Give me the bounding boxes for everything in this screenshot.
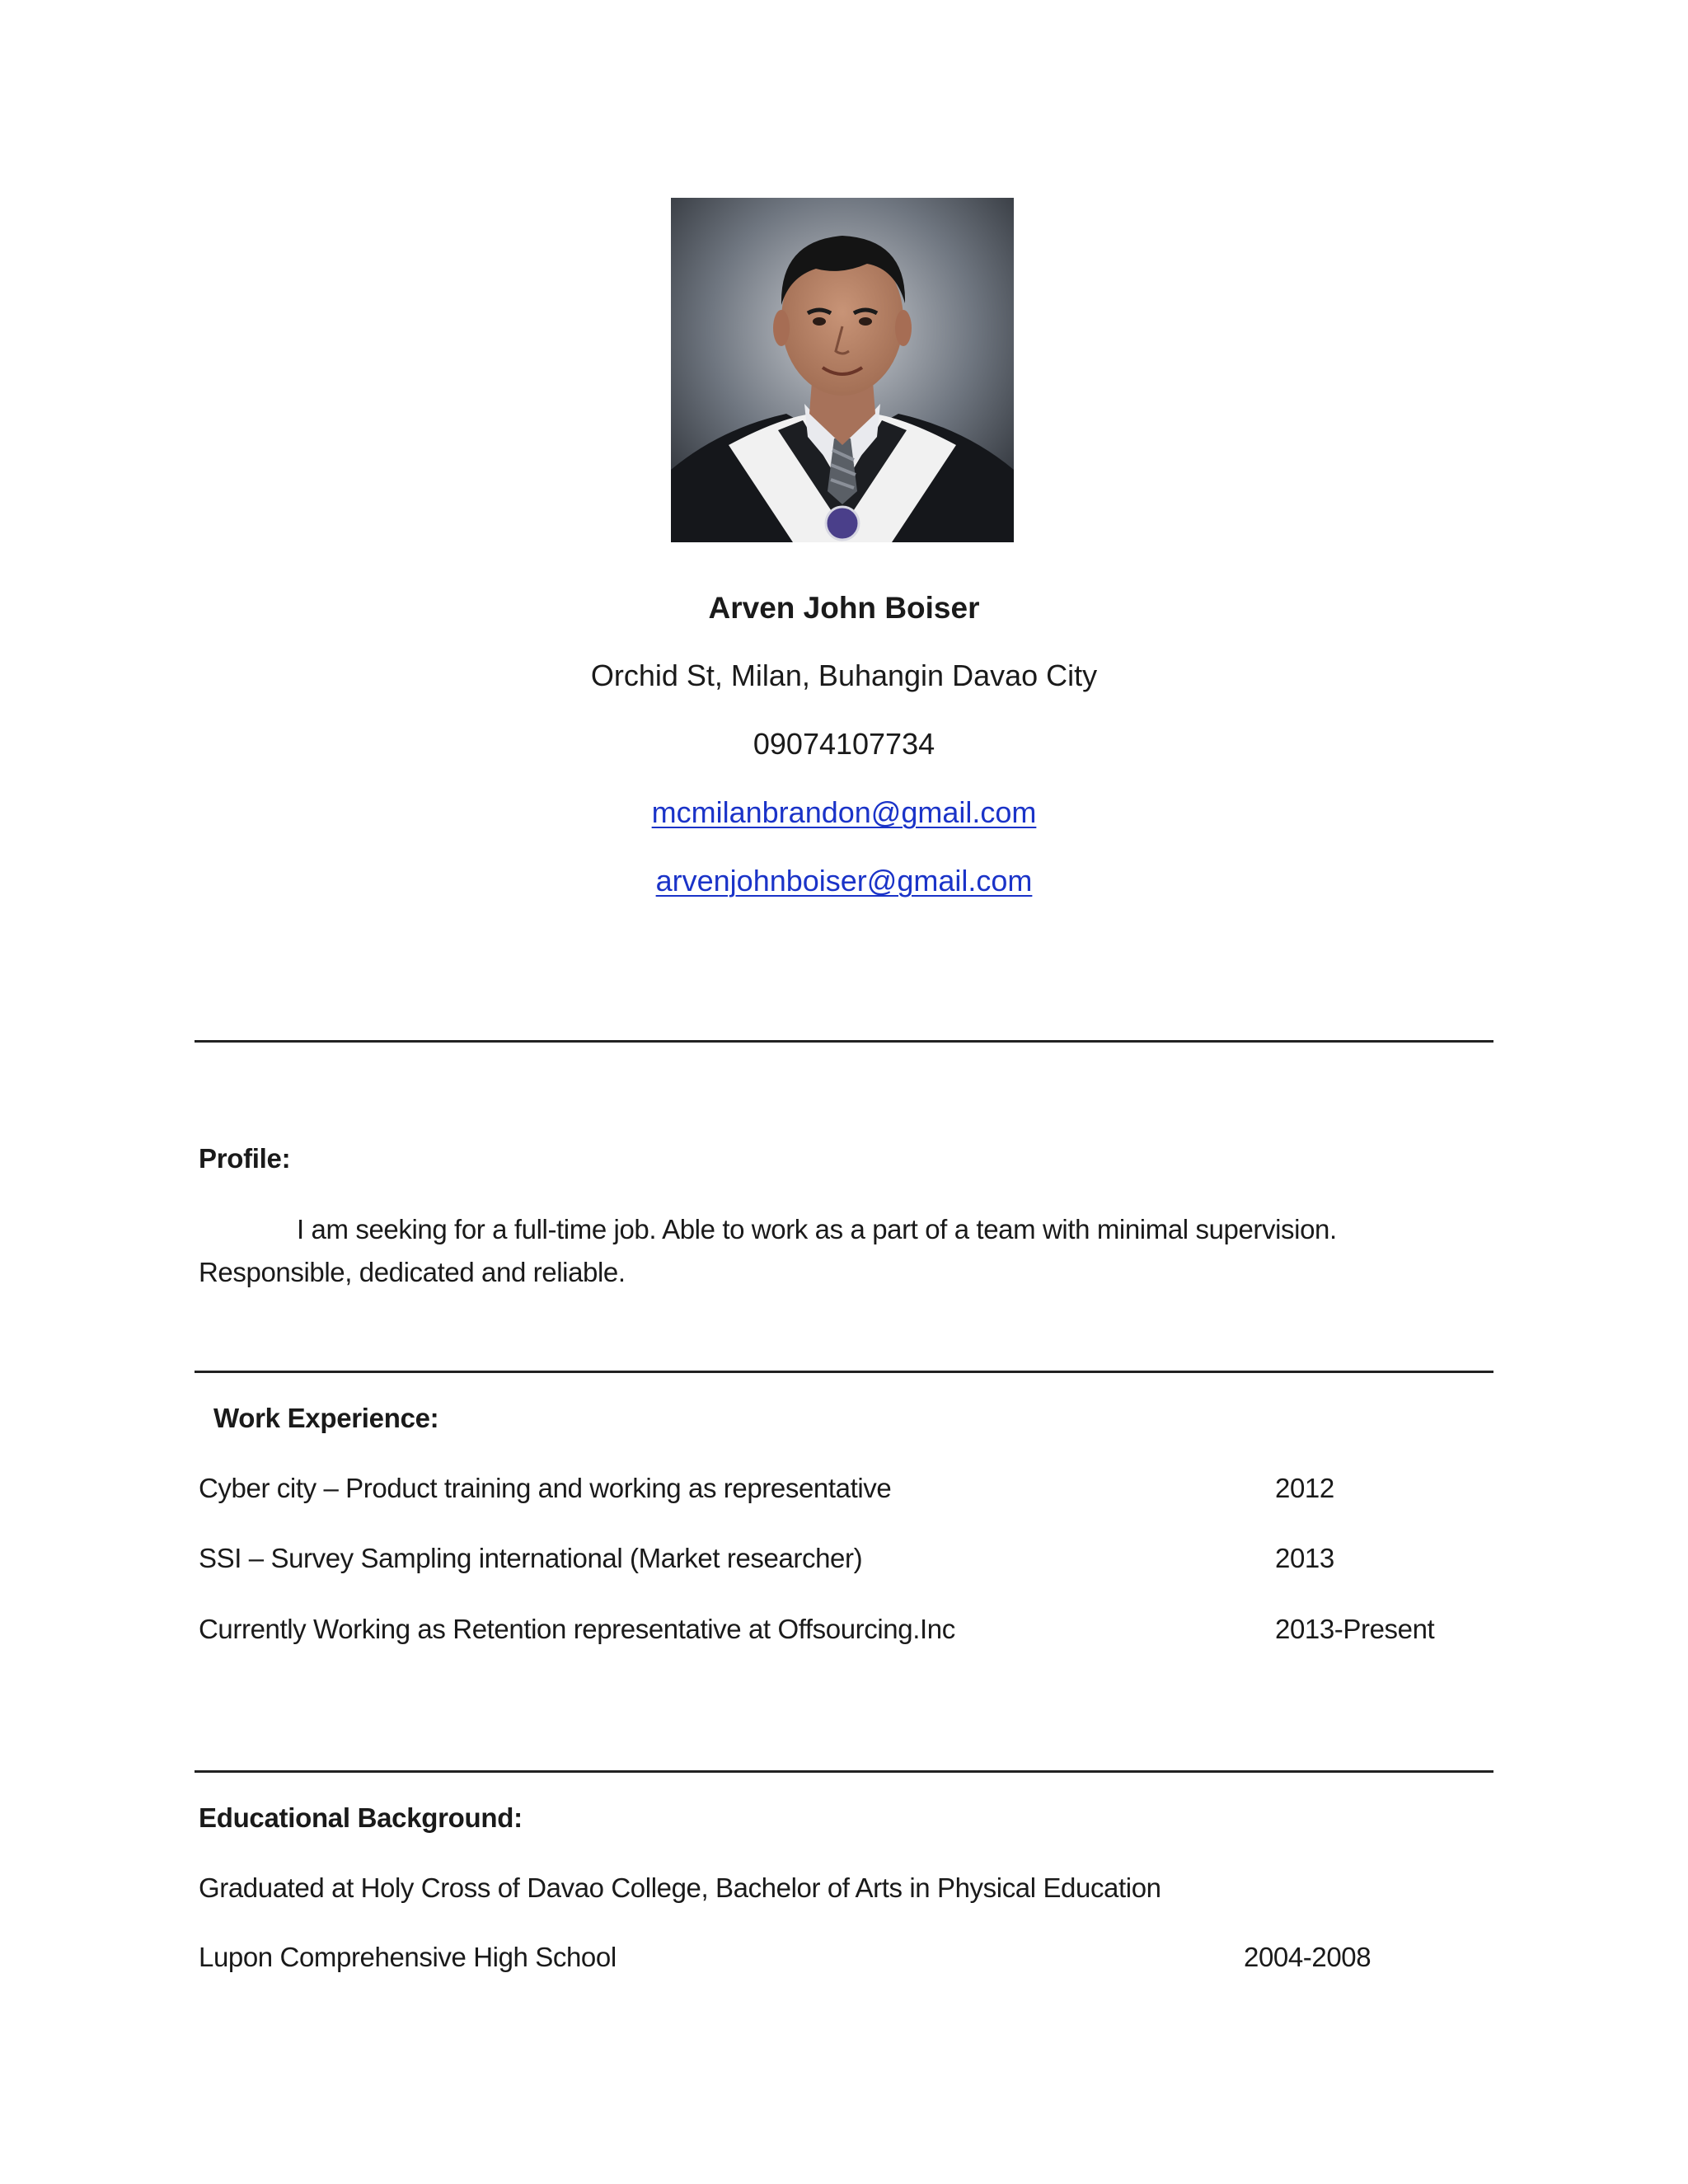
email-link-2[interactable]: arvenjohnboiser@gmail.com: [655, 864, 1033, 898]
work-item-year: 2013-Present: [1275, 1614, 1435, 1644]
phone-number: 09074107734: [753, 727, 935, 761]
divider: [195, 1371, 1493, 1373]
work-item-description: Currently Working as Retention representative at Offsourcing.Inc: [199, 1614, 955, 1644]
profile-photo: [671, 198, 1014, 542]
education-item-year: 2004-2008: [1244, 1942, 1372, 1972]
work-item-year: 2013: [1275, 1543, 1334, 1573]
education-item-description: Graduated at Holy Cross of Davao College, Bachelor of Arts in Physical Education: [199, 1872, 1161, 1903]
profile-heading: Profile:: [199, 1143, 291, 1174]
email-link-1[interactable]: mcmilanbrandon@gmail.com: [651, 795, 1037, 829]
divider: [195, 1040, 1493, 1043]
profile-text-line: I am seeking for a full-time job. Able to work as a part of a team with minimal supervision.: [297, 1214, 1337, 1244]
profile-text-line: Responsible, dedicated and reliable.: [199, 1257, 626, 1287]
work-experience-heading: Work Experience:: [213, 1403, 439, 1433]
work-item-description: Cyber city – Product training and working as representative: [199, 1473, 892, 1503]
education-heading: Educational Background:: [199, 1802, 523, 1833]
divider: [195, 1770, 1493, 1773]
address: Orchid St, Milan, Buhangin Davao City: [590, 658, 1098, 692]
education-item-description: Lupon Comprehensive High School: [199, 1942, 617, 1972]
email-2: [0, 863, 1688, 899]
work-item-description: SSI – Survey Sampling international (Market researcher): [199, 1543, 863, 1573]
work-item-year: 2012: [1275, 1473, 1334, 1503]
email-1: [0, 794, 1688, 831]
candidate-name: Arven John Boiser: [708, 591, 980, 625]
